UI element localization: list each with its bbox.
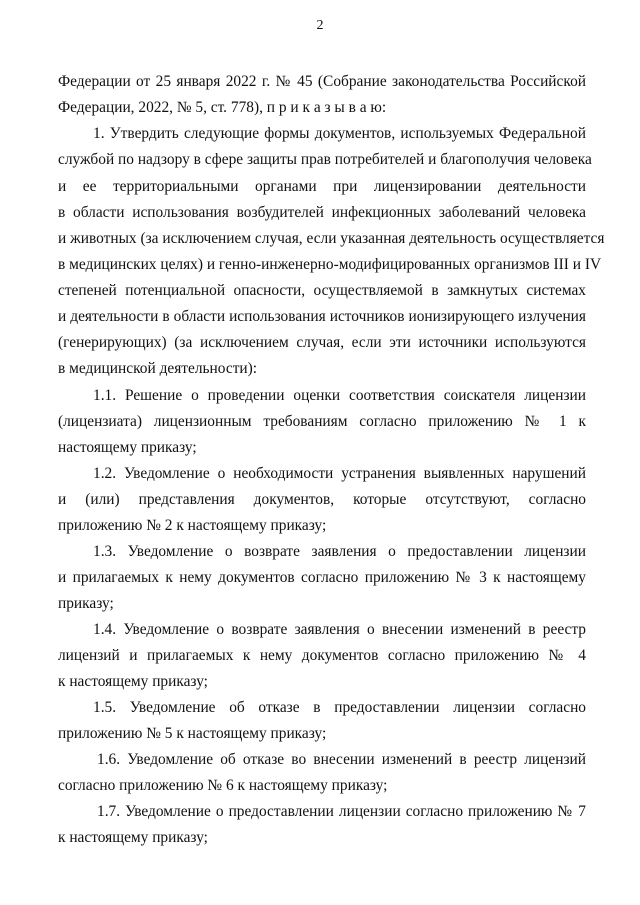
text-line: 1.2. Уведомление о необходимости устранения выявленных нарушений	[93, 465, 586, 482]
text-line: лицензий и прилагаемых к нему документов согласно приложению № 4	[58, 647, 586, 664]
text-line: и прилагаемых к нему документов согласно приложению № 3 к настоящему	[58, 569, 586, 586]
text-line: службой по надзору в сфере защиты прав потребителей и благополучия человека	[58, 151, 592, 168]
text-line: 1.3. Уведомление о возврате заявления о предоставлении лицензии	[93, 543, 586, 560]
text-line: и ее территориальными органами при лицензировании деятельности	[58, 178, 586, 195]
text-line: и деятельности в области использования источников ионизирующего излучения	[58, 308, 586, 325]
text-line: 1. Утвердить следующие формы документов, используемых Федеральной	[93, 125, 586, 142]
text-line: к настоящему приказу;	[58, 673, 208, 690]
text-line: Федерации от 25 января 2022 г. № 45 (Собрание законодательства Российской	[58, 73, 586, 90]
text-line: настоящему приказу;	[58, 439, 197, 456]
text-line: 1.1. Решение о проведении оценки соответствия соискателя лицензии	[93, 387, 586, 404]
text-line: к настоящему приказу;	[58, 829, 208, 846]
text-line: (генерирующих) (за исключением случая, если эти источники используются	[58, 334, 586, 351]
text-line: приказу;	[58, 595, 114, 612]
text-line: и (или) представления документов, которые отсутствуют, согласно	[58, 491, 586, 508]
text-line: согласно приложению № 6 к настоящему приказу;	[58, 777, 388, 794]
text-line: приложению № 2 к настоящему приказу;	[58, 517, 327, 534]
text-line: 1.6. Уведомление об отказе во внесении изменений в реестр лицензий	[97, 751, 586, 768]
text-line: (лицензиата) лицензионным требованиям согласно приложению № 1 к	[58, 413, 586, 430]
text-line: степеней потенциальной опасности, осуществляемой в замкнутых системах	[58, 282, 586, 299]
text-line: 1.7. Уведомление о предоставлении лицензии согласно приложению № 7	[97, 803, 586, 820]
text-line: 1.5. Уведомление об отказе в предоставлении лицензии согласно	[93, 699, 586, 716]
page-number: 2	[316, 18, 324, 33]
text-line: и животных (за исключением случая, если указанная деятельность осуществляется	[58, 230, 605, 247]
text-line: Федерации, 2022, № 5, ст. 778), п р и к а з ы в а ю:	[58, 99, 387, 116]
text-line: 1.4. Уведомление о возврате заявления о внесении изменений в реестр	[93, 621, 586, 638]
text-line: приложению № 5 к настоящему приказу;	[58, 725, 327, 742]
text-line: в области использования возбудителей инфекционных заболеваний человека	[58, 204, 586, 221]
text-line: в медицинской деятельности):	[58, 360, 258, 377]
text-line: в медицинских целях) и генно-инженерно-модифицированных организмов III и IV	[58, 256, 602, 273]
